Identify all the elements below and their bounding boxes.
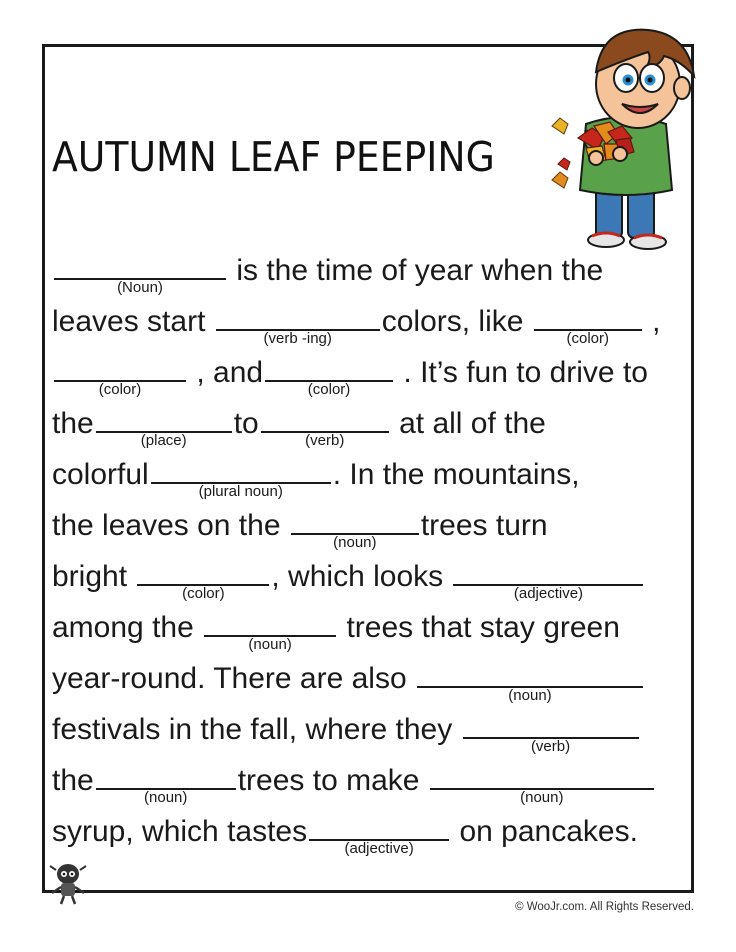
story-line xyxy=(52,758,656,806)
fill-in-blank[interactable] xyxy=(291,503,419,551)
page-title: AUTUMN LEAF PEEPING xyxy=(52,133,495,181)
story-text-segment: is the time of year when the xyxy=(228,254,604,287)
story-line xyxy=(52,401,546,449)
story-text-segment: . It’s fun to drive to xyxy=(395,356,648,389)
story-text-segment: . In the mountains, xyxy=(332,458,580,491)
story-text-segment: syrup, which tastes xyxy=(52,815,308,848)
blank-hint-label: (noun) xyxy=(248,636,292,653)
story-text-segment: , xyxy=(643,305,661,338)
blank-hint-label: (noun) xyxy=(144,789,188,806)
story-text-segment: festivals in the fall, where they xyxy=(52,713,461,746)
blank-hint-label: (place) xyxy=(140,432,187,449)
story-text-segment: the leaves on the xyxy=(52,509,289,542)
fill-in-blank[interactable] xyxy=(417,656,643,704)
blank-hint-label: (noun) xyxy=(333,534,377,551)
story-text-segment: colorful xyxy=(52,458,149,491)
story-text-segment: trees that stay green xyxy=(338,611,620,644)
fill-in-blank[interactable] xyxy=(54,248,226,296)
blank-hint-label: (color) xyxy=(98,381,142,398)
story-line xyxy=(52,809,638,857)
fill-in-blank[interactable] xyxy=(430,758,654,806)
fill-in-blank[interactable] xyxy=(261,401,389,449)
fill-in-blank[interactable] xyxy=(54,350,186,398)
story-line xyxy=(52,503,548,551)
fill-in-blank[interactable] xyxy=(151,452,331,500)
fill-in-blank[interactable] xyxy=(265,350,393,398)
story-text-segment: trees to make xyxy=(237,764,428,797)
blank-hint-label: (color) xyxy=(307,381,351,398)
fill-in-blank[interactable] xyxy=(204,605,336,653)
story-text-segment: , which looks xyxy=(271,560,452,593)
blank-hint-label: (verb) xyxy=(530,738,571,755)
story-line xyxy=(52,350,648,398)
story-line xyxy=(52,707,641,755)
story-text-segment: leaves start xyxy=(52,305,214,338)
story-line xyxy=(52,452,580,500)
blank-hint-label: (plural noun) xyxy=(198,483,283,500)
fill-in-blank[interactable] xyxy=(137,554,269,602)
fill-in-blank[interactable] xyxy=(453,554,643,602)
blank-hint-label: (color) xyxy=(566,330,610,347)
fill-in-blank[interactable] xyxy=(96,401,232,449)
story-line xyxy=(52,248,604,296)
story-line xyxy=(52,554,645,602)
blank-hint-label: (adjective) xyxy=(344,840,414,857)
blank-hint-label: (Noun) xyxy=(117,279,163,296)
story-line xyxy=(52,299,661,347)
story-text-segment: the xyxy=(52,407,94,440)
blank-hint-label: (noun) xyxy=(508,687,552,704)
story-line xyxy=(52,656,645,704)
story-text-segment: among the xyxy=(52,611,203,644)
story-line xyxy=(52,605,620,653)
story-text-segment: trees turn xyxy=(420,509,548,542)
woojr-logo-icon xyxy=(48,862,88,906)
story-text-segment: , and xyxy=(188,356,264,389)
story-text-segment: bright xyxy=(52,560,136,593)
boy-holding-leaves-illustration xyxy=(548,14,718,254)
blank-hint-label: (verb -ing) xyxy=(263,330,332,347)
fill-in-blank[interactable] xyxy=(96,758,236,806)
story-text-segment: year-round. There are also xyxy=(52,662,415,695)
fill-in-blank[interactable] xyxy=(463,707,639,755)
blank-hint-label: (noun) xyxy=(520,789,564,806)
fill-in-blank[interactable] xyxy=(309,809,449,857)
blank-hint-label: (adjective) xyxy=(513,585,584,602)
copyright-text: © WooJr.com. All Rights Reserved. xyxy=(515,901,694,913)
story-text-segment: colors, like xyxy=(381,305,532,338)
fill-in-blank[interactable] xyxy=(216,299,380,347)
story-text-segment: on pancakes. xyxy=(451,815,638,848)
blank-hint-label: (verb) xyxy=(305,432,345,449)
fill-in-blank[interactable] xyxy=(534,299,642,347)
story-text-segment: the xyxy=(52,764,94,797)
blank-hint-label: (color) xyxy=(182,585,225,602)
story-text-segment: to xyxy=(233,407,259,440)
story-text-segment: at all of the xyxy=(390,407,546,440)
